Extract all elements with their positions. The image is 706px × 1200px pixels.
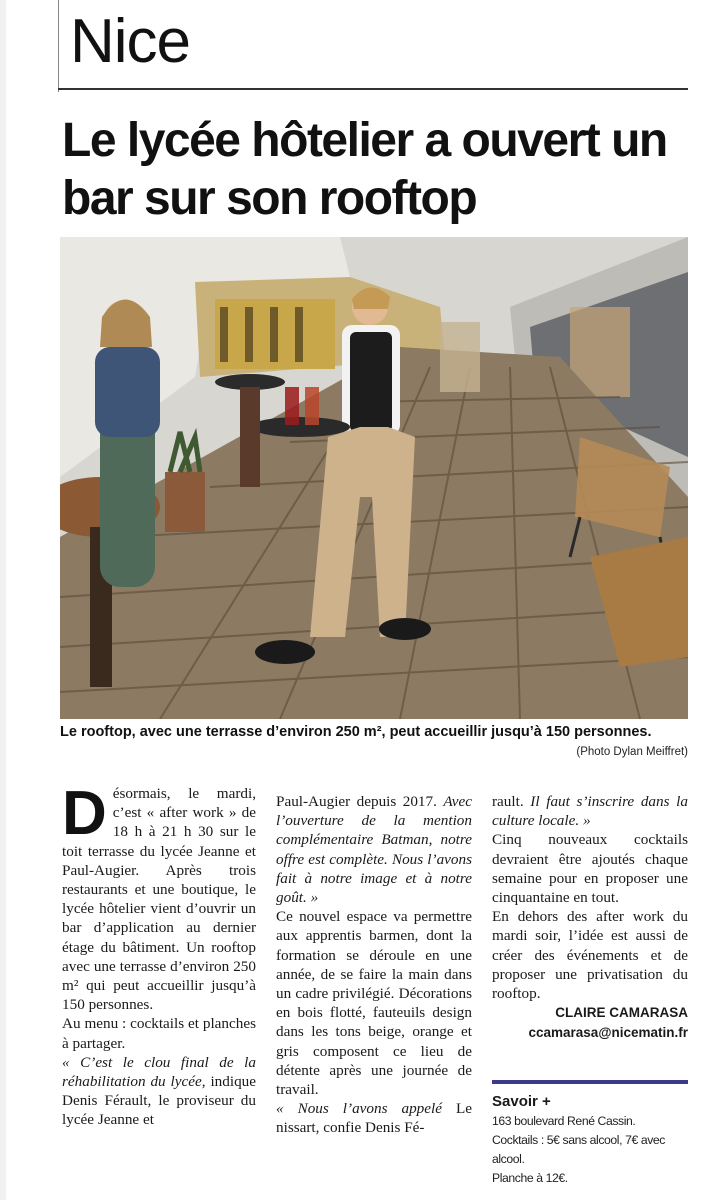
article-paragraph	[276, 1099, 472, 1137]
article-paragraph: Au menu : cocktails et planches à partager.	[62, 1015, 256, 1052]
info-box-rule	[492, 1080, 688, 1084]
info-box	[492, 1080, 688, 1188]
article-paragraph	[62, 1053, 256, 1130]
author-email[interactable]: ccamarasa@nicematin.fr	[528, 1025, 688, 1041]
article-photo	[60, 237, 688, 719]
drop-cap: D	[62, 779, 107, 848]
quote-attribution: , indique Denis Férault, le proviseur du lycée Jeanne et	[62, 1073, 256, 1129]
info-line-address: 163 boulevard René Cassin.	[492, 1114, 636, 1128]
article-headline: Le lycée hôtelier a ouvert un bar sur son rooftop	[62, 114, 667, 225]
section-title: Nice	[70, 7, 191, 76]
quote-text: « C’est le clou final de la réhabilitation du lycée	[62, 1053, 256, 1091]
article-paragraph: Cinq nouveaux cocktails devraient être ajoutés chaque semaine pour en proposer une cinquantaine en tout.	[492, 831, 688, 907]
info-line-planche: Planche à 12€.	[492, 1171, 568, 1185]
photo-credit: (Photo Dylan Meiffret)	[576, 746, 688, 758]
article-paragraph: ésormais, le mardi, c’est « after work » de 18 h à 21 h 30 sur le toit terrasse du lycée Jeanne et Paul-Augier. Après trois restaurants et une boutique, le lycée hôtelier vient d’ouvrir un bar d’application au dernier étage du bâtiment. Un rooftop avec une terrasse d’environ 250 m² qui peut accueillir jusqu’à 150 personnes.	[62, 785, 256, 1014]
article-paragraph	[492, 792, 688, 830]
author-name: CLAIRE CAMARASA	[555, 1005, 688, 1021]
quote-text: Avec l’ouverture de la mention complémentaire Batman, notre offre est complète. Nous l’avons fait à notre image et à notre goût. »	[276, 793, 472, 907]
article-column-2	[276, 792, 472, 1138]
article-paragraph: En dehors des after work du mardi soir, l’idée est aussi de créer des événements et de proposer une privatisation du rooftop.	[492, 908, 688, 1003]
quote-text: « Nous l’avons appelé	[276, 1100, 442, 1118]
article-column-1	[62, 779, 256, 1130]
paragraph-start: rault.	[492, 793, 524, 810]
section-divider-horizontal	[58, 88, 688, 90]
quote-text: Il faut s’inscrire dans la culture locale. »	[492, 793, 688, 830]
info-line-cocktails: Cocktails : 5€ sans alcool, 7€ avec alcool.	[492, 1133, 665, 1166]
section-divider-vertical	[58, 0, 59, 92]
article-paragraph	[276, 792, 472, 907]
quote-attribution: Le nissart, confie Denis Fé-	[276, 1100, 472, 1137]
page-margin	[0, 0, 6, 1200]
article-column-3	[492, 792, 688, 1043]
photo-caption: Le rooftop, avec une terrasse d’environ 250 m², peut accueillir jusqu’à 150 personnes.	[60, 724, 652, 740]
section-header	[0, 0, 706, 92]
article-paragraph: Ce nouvel espace va permettre aux apprentis barmen, dont la formation se déroule en une année, de se faire la main dans un cadre privilégié. Décorations en bois flotté, fauteuils design dans les tons beige, orange et gris composent ce lieu de détente après une journée de travail.	[276, 908, 472, 1099]
paragraph-start: Paul-Augier depuis 2017.	[276, 793, 437, 810]
info-box-title: Savoir +	[492, 1093, 551, 1110]
